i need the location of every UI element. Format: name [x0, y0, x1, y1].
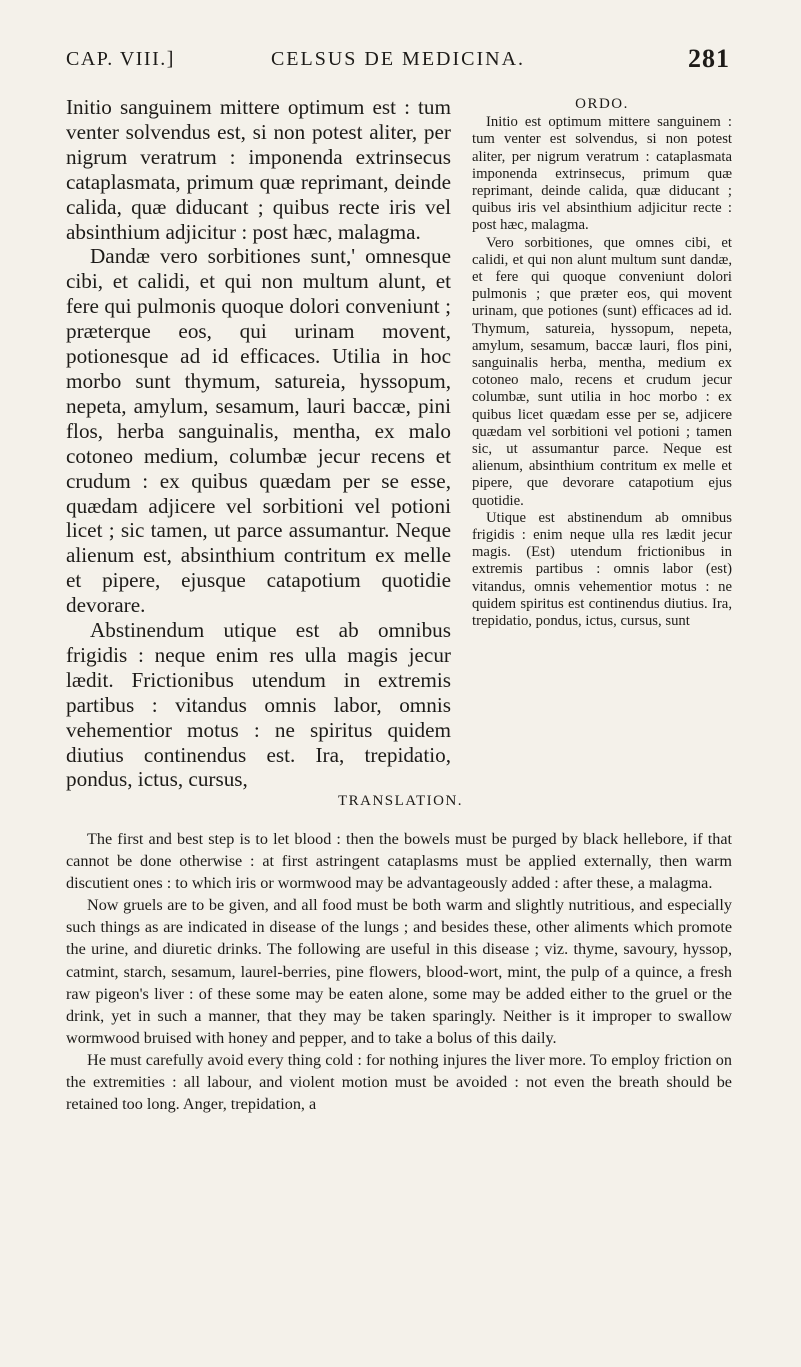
- latin-paragraph: Abstinendum utique est ab omnibus frigidis : neque enim res ulla magis jecur lædit. Frictionibus utendum in extremis partibus : vitandus omnis labor, omnis vehementior motus : ne spiritus quidem diutius continendus est. Ira, trepidatio, pondus, ictus, cursus,: [66, 618, 451, 792]
- running-header: [66, 46, 730, 76]
- page-number: 281: [688, 44, 730, 73]
- latin-text-column: [66, 95, 451, 792]
- translation-heading: TRANSLATION.: [337, 793, 464, 809]
- chapter-label: CAP. VIII.]: [66, 48, 175, 70]
- translation-paragraph: The first and best step is to let blood : then the bowels must be purged by black hellebore, if that cannot be done otherwise : at first astringent cataplasms must be applied externally, then warm discutient ones : to which iris or wormwood may be advantageously added : after these, a malagma.: [66, 830, 732, 893]
- ordo-paragraph: Vero sorbitiones, que omnes cibi, et calidi, et qui non alunt multum sunt dandæ, et fere qui quoque conveniunt dolori pulmonis ; que præter eos, qui movent urinam, que potiones (sunt) efficaces ad id. Thymum, satureia, hyssopum, nepeta, amylum, sesamum, baccæ lauri, flos pini, sanguinalis herba, mentha, medium ex cotoneo malo, recens et crudum jecur columbæ, sunt utilia in hoc morbo : ex quibus licet quædam esse per se, adjicere quædam vel sorbitioni vel potioni ; tamen sic, ut assumantur parce. Neque est alienum, absinthium contritum ex melle et pipere, que devorare catapotium ejus quotidie.: [472, 234, 732, 509]
- latin-paragraph: Dandæ vero sorbitiones sunt,' omnesque cibi, et calidi, et qui non multum alunt, et fere qui pulmonis quoque dolori conveniunt ; præterque eos, qui urinam movent, potionesque ad id efficaces. Utilia in hoc morbo sunt thymum, satureia, hyssopum, nepeta, amylum, sesamum, lauri baccæ, pini flos, herba sanguinalis, mentha, ex malo cotoneo medium, columbæ jecur recens et crudum : ex quibus quædam per se esse, quædam adjicere vel sorbitioni vel potioni licet ; sic tamen, ut parce assumantur. Neque alienum est, absinthium contritum ex melle et pipere, ejusque catapotium quotidie devorare.: [66, 244, 451, 618]
- ordo-column: [472, 96, 732, 630]
- translation-paragraph: Now gruels are to be given, and all food must be both warm and slightly nutritious, and especially such things as are indicated in disease of the lungs ; and besides these, other aliments which promote the urine, and diuretic drinks. The following are useful in this disease ; viz. thyme, savoury, hyssop, catmint, starch, sesamum, laurel-berries, pine flowers, blood-wort, mint, the pulp of a quince, a fresh raw pigeon's liver : of these some may be eaten alone, some may be added either to the gruel or the drink, yet in such a manner, that they may be taken sparingly. Neither is it improper to swallow wormwood bruised with honey and pepper, and to take a bolus of this daily.: [66, 896, 732, 1047]
- running-title: CELSUS DE MEDICINA.: [270, 48, 526, 70]
- ordo-paragraph: Utique est abstinendum ab omnibus frigidis : enim neque ulla res lædit jecur magis. (Est) utendum frictionibus in extremis partibus : omnis labor (est) vitandus, omnis vehementior motus : ne quidem spiritus est continendus diutius. Ira, trepidatio, pondus, ictus, cursus, sunt: [472, 509, 732, 630]
- translation-paragraph: He must carefully avoid every thing cold : for nothing injures the liver more. To employ friction on the extremities : all labour, and violent motion must be avoided : not even the breath should be retained too long. Anger, trepidation, a: [66, 1050, 732, 1114]
- ordo-heading: ORDO.: [575, 96, 629, 112]
- latin-paragraph: Initio sanguinem mittere optimum est : tum venter solvendus est, si non potest aliter, per nigrum veratrum : imponenda extrinsecus cataplasmata, primum quæ reprimant, deinde calida, quæ diducant ; quibus recte iris vel absinthium adjicitur : post hæc, malagma.: [66, 95, 451, 244]
- ordo-paragraph: Initio est optimum mittere sanguinem : tum venter est solvendus, si non potest aliter, per nigrum veratrum : cataplasmata imponenda extrinsecus, primum quæ reprimant, deinde calida, quæ diducant ; quibus iris vel absinthium adjicitur recte : post hæc, malagma.: [472, 114, 732, 234]
- translation-text: [66, 828, 732, 1115]
